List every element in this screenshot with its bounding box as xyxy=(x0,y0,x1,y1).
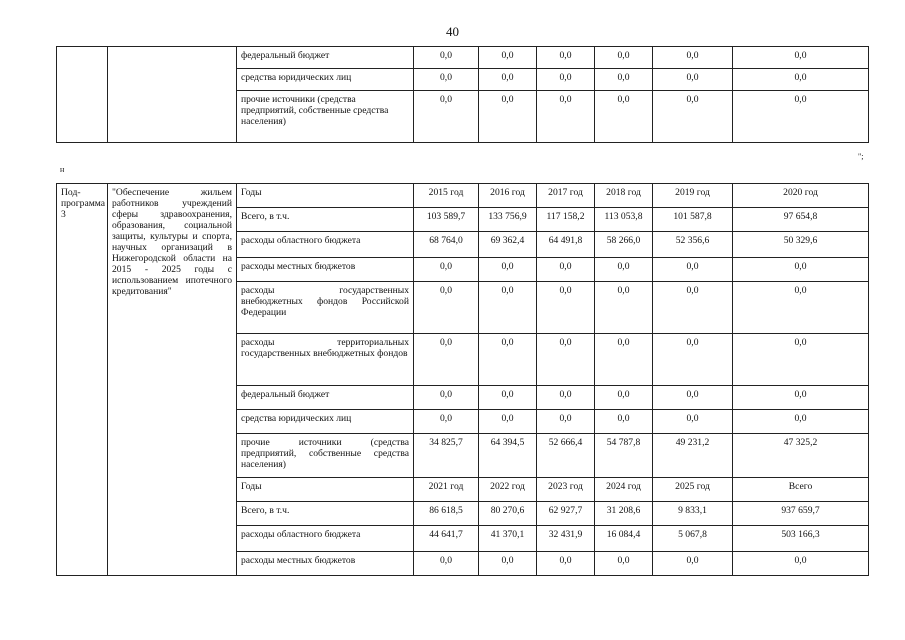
table-row xyxy=(57,47,869,69)
value-cell: 0,0 xyxy=(479,69,537,91)
value-cell: 0,0 xyxy=(537,282,595,334)
value-cell: 101 587,8 xyxy=(653,208,733,232)
value-cell: 0,0 xyxy=(653,91,733,143)
empty-cell xyxy=(108,47,237,143)
value-cell: 103 589,7 xyxy=(414,208,479,232)
value-cell: 0,0 xyxy=(414,410,479,434)
value-cell: 0,0 xyxy=(414,69,479,91)
value-cell: 113 053,8 xyxy=(595,208,653,232)
value-cell: 2022 год xyxy=(479,478,537,502)
value-cell: 0,0 xyxy=(653,47,733,69)
value-cell: 0,0 xyxy=(653,552,733,576)
value-cell: 0,0 xyxy=(653,410,733,434)
value-cell: 69 362,4 xyxy=(479,232,537,258)
value-cell: 0,0 xyxy=(414,258,479,282)
value-cell: 0,0 xyxy=(537,69,595,91)
value-cell: 503 166,3 xyxy=(733,526,869,552)
text-mark-right: "; xyxy=(858,152,864,161)
value-cell: 9 833,1 xyxy=(653,502,733,526)
value-cell: 44 641,7 xyxy=(414,526,479,552)
value-cell: 0,0 xyxy=(733,258,869,282)
value-cell: 0,0 xyxy=(595,258,653,282)
value-cell: 0,0 xyxy=(479,552,537,576)
value-cell: 58 266,0 xyxy=(595,232,653,258)
row-label: средства юридических лиц xyxy=(237,69,414,91)
value-cell: 0,0 xyxy=(653,386,733,410)
row-label: федеральный бюджет xyxy=(237,386,414,410)
value-cell: 937 659,7 xyxy=(733,502,869,526)
value-cell: 47 325,2 xyxy=(733,434,869,478)
value-cell: 54 787,8 xyxy=(595,434,653,478)
value-cell: 62 927,7 xyxy=(537,502,595,526)
value-cell: 0,0 xyxy=(537,552,595,576)
page-number: 40 xyxy=(446,24,459,39)
text-mark-left: н xyxy=(60,165,65,174)
value-cell: 0,0 xyxy=(537,91,595,143)
value-cell: 0,0 xyxy=(414,386,479,410)
value-cell: 0,0 xyxy=(595,47,653,69)
value-cell: 31 208,6 xyxy=(595,502,653,526)
value-cell: 0,0 xyxy=(414,552,479,576)
value-cell: 0,0 xyxy=(537,410,595,434)
value-cell: 0,0 xyxy=(414,47,479,69)
value-cell: 0,0 xyxy=(537,47,595,69)
value-cell: 0,0 xyxy=(537,386,595,410)
subprogram-title: "Обеспечение жильем работников учреждений сферы здравоохранения, образования, социальной защиты, культуры и спорта, научных организаций в Нижегородской области на 2015 - 2025 годы с использованием ипотечного кредитования" xyxy=(108,184,237,576)
value-cell: 0,0 xyxy=(414,282,479,334)
value-cell: 0,0 xyxy=(733,69,869,91)
value-cell: 2023 год xyxy=(537,478,595,502)
value-cell: 0,0 xyxy=(479,410,537,434)
value-cell: 0,0 xyxy=(479,47,537,69)
row-label: прочие источники (средства предприятий, собственные средства населения) xyxy=(237,91,414,143)
table-row xyxy=(57,184,869,208)
row-label: расходы местных бюджетов xyxy=(237,258,414,282)
value-cell: 50 329,6 xyxy=(733,232,869,258)
value-cell: 0,0 xyxy=(653,334,733,386)
value-cell: 0,0 xyxy=(595,552,653,576)
row-label: расходы местных бюджетов xyxy=(237,552,414,576)
row-label: Всего, в т.ч. xyxy=(237,502,414,526)
value-cell: 49 231,2 xyxy=(653,434,733,478)
row-label: Всего, в т.ч. xyxy=(237,208,414,232)
value-cell: 41 370,1 xyxy=(479,526,537,552)
value-cell: 2017 год xyxy=(537,184,595,208)
funding-table-continued xyxy=(56,46,869,143)
value-cell: 16 084,4 xyxy=(595,526,653,552)
value-cell: 2015 год xyxy=(414,184,479,208)
value-cell: 2020 год xyxy=(733,184,869,208)
value-cell: 0,0 xyxy=(595,282,653,334)
value-cell: 0,0 xyxy=(479,334,537,386)
empty-cell xyxy=(57,47,108,143)
value-cell: 0,0 xyxy=(479,386,537,410)
value-cell: 64 394,5 xyxy=(479,434,537,478)
value-cell: 0,0 xyxy=(479,282,537,334)
row-label: расходы государственных внебюджетных фондов Российской Федерации xyxy=(237,282,414,334)
value-cell: 5 067,8 xyxy=(653,526,733,552)
value-cell: 0,0 xyxy=(479,258,537,282)
row-label: федеральный бюджет xyxy=(237,47,414,69)
value-cell: 0,0 xyxy=(595,69,653,91)
value-cell: 68 764,0 xyxy=(414,232,479,258)
value-cell: 0,0 xyxy=(653,69,733,91)
value-cell: 0,0 xyxy=(595,410,653,434)
value-cell: 0,0 xyxy=(733,91,869,143)
value-cell: 0,0 xyxy=(653,258,733,282)
value-cell: 2024 год xyxy=(595,478,653,502)
value-cell: 2025 год xyxy=(653,478,733,502)
value-cell: 0,0 xyxy=(595,91,653,143)
value-cell: 0,0 xyxy=(537,334,595,386)
value-cell: 2018 год xyxy=(595,184,653,208)
value-cell: 0,0 xyxy=(733,552,869,576)
value-cell: 0,0 xyxy=(537,258,595,282)
value-cell: 0,0 xyxy=(733,386,869,410)
value-cell: 2016 год xyxy=(479,184,537,208)
value-cell: 80 270,6 xyxy=(479,502,537,526)
row-label: расходы областного бюджета xyxy=(237,232,414,258)
value-cell: 0,0 xyxy=(414,334,479,386)
value-cell: 0,0 xyxy=(733,282,869,334)
row-label: Годы xyxy=(237,478,414,502)
row-label: прочие источники (средства предприятий, собственные средства населения) xyxy=(237,434,414,478)
value-cell: 0,0 xyxy=(595,334,653,386)
value-cell: 0,0 xyxy=(595,386,653,410)
value-cell: 97 654,8 xyxy=(733,208,869,232)
value-cell: Всего xyxy=(733,478,869,502)
subprogram-3-table xyxy=(56,183,869,576)
row-label: расходы территориальных государственных внебюджетных фондов xyxy=(237,334,414,386)
value-cell: 0,0 xyxy=(653,282,733,334)
value-cell: 64 491,8 xyxy=(537,232,595,258)
row-label: расходы областного бюджета xyxy=(237,526,414,552)
row-label: Годы xyxy=(237,184,414,208)
value-cell: 0,0 xyxy=(733,47,869,69)
value-cell: 86 618,5 xyxy=(414,502,479,526)
value-cell: 0,0 xyxy=(479,91,537,143)
value-cell: 117 158,2 xyxy=(537,208,595,232)
row-label: средства юридических лиц xyxy=(237,410,414,434)
value-cell: 0,0 xyxy=(733,410,869,434)
value-cell: 32 431,9 xyxy=(537,526,595,552)
value-cell: 52 666,4 xyxy=(537,434,595,478)
value-cell: 34 825,7 xyxy=(414,434,479,478)
value-cell: 2021 год xyxy=(414,478,479,502)
value-cell: 0,0 xyxy=(414,91,479,143)
subprogram-number: Под-программа 3 xyxy=(57,184,108,576)
value-cell: 0,0 xyxy=(733,334,869,386)
value-cell: 2019 год xyxy=(653,184,733,208)
value-cell: 52 356,6 xyxy=(653,232,733,258)
value-cell: 133 756,9 xyxy=(479,208,537,232)
